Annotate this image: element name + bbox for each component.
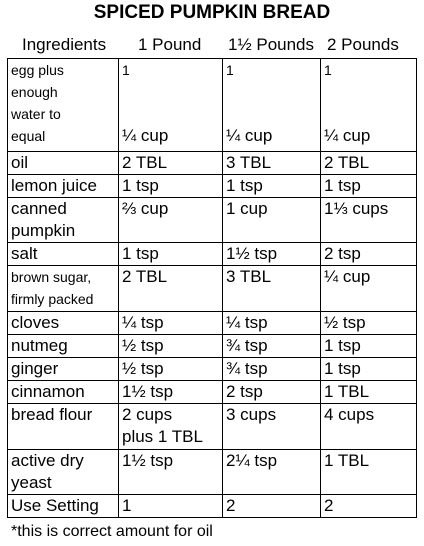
- ingredient-line: enough: [11, 84, 58, 100]
- amount-cell: 1⅓ cups: [321, 198, 417, 243]
- amount-cell: 2: [321, 495, 417, 518]
- ingredient-cell: Use Setting: [8, 495, 119, 518]
- table-row: [8, 381, 417, 404]
- amount-cell: [223, 59, 321, 152]
- amount-cell: 2 TBL: [321, 152, 417, 175]
- amount-cell: 2: [223, 495, 321, 518]
- amount-cell: 1 tsp: [119, 243, 223, 266]
- ingredient-cell: cinnamon: [8, 381, 119, 404]
- recipe-title: SPICED PUMPKIN BREAD: [93, 2, 331, 23]
- egg-count: 1: [122, 62, 130, 78]
- amount-line: 2 cups: [122, 405, 173, 424]
- ingredient-line: firmly packed: [11, 291, 94, 307]
- amount-line: plus 1 TBL: [122, 427, 203, 446]
- amount-cell: 2¼ tsp: [223, 450, 321, 495]
- ingredient-line: egg plus: [11, 62, 64, 78]
- ingredient-cell: lemon juice: [8, 175, 119, 198]
- amount-cell: ¾ tsp: [223, 335, 321, 358]
- amount-cell: 1 TBL: [321, 381, 417, 404]
- amount-cell: [119, 404, 223, 450]
- table-row: [8, 404, 417, 450]
- ingredients-table: [7, 58, 417, 518]
- table-row: [8, 495, 417, 518]
- table-row: [8, 152, 417, 175]
- ingredient-cell: [8, 266, 119, 312]
- amount-cell: 2 TBL: [119, 152, 223, 175]
- amount-cell: 1 TBL: [321, 450, 417, 495]
- amount-cell: 2 tsp: [223, 381, 321, 404]
- ingredient-line: active dry: [11, 451, 84, 470]
- ingredient-line: pumpkin: [11, 221, 76, 240]
- amount-cell: ¾ tsp: [223, 358, 321, 381]
- ingredient-cell: oil: [8, 152, 119, 175]
- egg-count: 1: [226, 62, 234, 78]
- table-row: [8, 358, 417, 381]
- amount-value: ¼ cup: [226, 126, 273, 145]
- amount-cell: 4 cups: [321, 404, 417, 450]
- amount-cell: 3 cups: [223, 404, 321, 450]
- header-ingredients: Ingredients: [22, 35, 107, 54]
- amount-cell: ½ tsp: [119, 358, 223, 381]
- table-row: [8, 266, 417, 312]
- table-row: [8, 335, 417, 358]
- amount-cell: 1 tsp: [321, 358, 417, 381]
- table-row: [8, 198, 417, 243]
- ingredient-line: brown sugar,: [11, 269, 92, 285]
- amount-value: ¼ cup: [122, 126, 169, 145]
- ingredient-line: yeast: [11, 473, 52, 492]
- amount-value: ¼ cup: [324, 126, 371, 145]
- ingredient-line: canned: [11, 199, 67, 218]
- amount-cell: ½ tsp: [119, 335, 223, 358]
- table-row: [8, 175, 417, 198]
- amount-cell: 1 tsp: [119, 175, 223, 198]
- amount-cell: 1½ tsp: [119, 450, 223, 495]
- amount-cell: 3 TBL: [223, 266, 321, 312]
- ingredient-cell: salt: [8, 243, 119, 266]
- ingredient-cell: ginger: [8, 358, 119, 381]
- amount-cell: 1 tsp: [321, 335, 417, 358]
- ingredient-cell: nutmeg: [8, 335, 119, 358]
- amount-cell: 1 tsp: [321, 175, 417, 198]
- table-row: [8, 312, 417, 335]
- ingredient-line: water to: [11, 106, 61, 122]
- table-row: [8, 243, 417, 266]
- amount-cell: [119, 59, 223, 152]
- amount-cell: ¼ tsp: [119, 312, 223, 335]
- amount-cell: 1½ tsp: [119, 381, 223, 404]
- egg-count: 1: [324, 62, 332, 78]
- ingredient-cell: [8, 198, 119, 243]
- ingredient-cell: bread flour: [8, 404, 119, 450]
- ingredient-cell: [8, 450, 119, 495]
- table-row: [8, 59, 417, 152]
- amount-cell: [321, 59, 417, 152]
- ingredient-line: equal: [11, 128, 46, 144]
- amount-cell: 1: [119, 495, 223, 518]
- amount-cell: 1 cup: [223, 198, 321, 243]
- ingredient-cell: cloves: [8, 312, 119, 335]
- header-1-pound: 1 Pound: [138, 35, 202, 54]
- amount-cell: ⅔ cup: [119, 198, 223, 243]
- amount-cell: 2 tsp: [321, 243, 417, 266]
- amount-cell: 3 TBL: [223, 152, 321, 175]
- amount-cell: 2 TBL: [119, 266, 223, 312]
- amount-cell: ½ tsp: [321, 312, 417, 335]
- amount-cell: ¼ cup: [321, 266, 417, 312]
- header-1-5-pounds: 1½ Pounds: [228, 35, 315, 54]
- table-row: [8, 450, 417, 495]
- footnote: *this is correct amount for oil: [11, 523, 213, 540]
- amount-cell: ¼ tsp: [223, 312, 321, 335]
- amount-cell: 1 tsp: [223, 175, 321, 198]
- header-2-pounds: 2 Pounds: [327, 35, 399, 54]
- amount-cell: 1½ tsp: [223, 243, 321, 266]
- ingredient-cell: [8, 59, 119, 152]
